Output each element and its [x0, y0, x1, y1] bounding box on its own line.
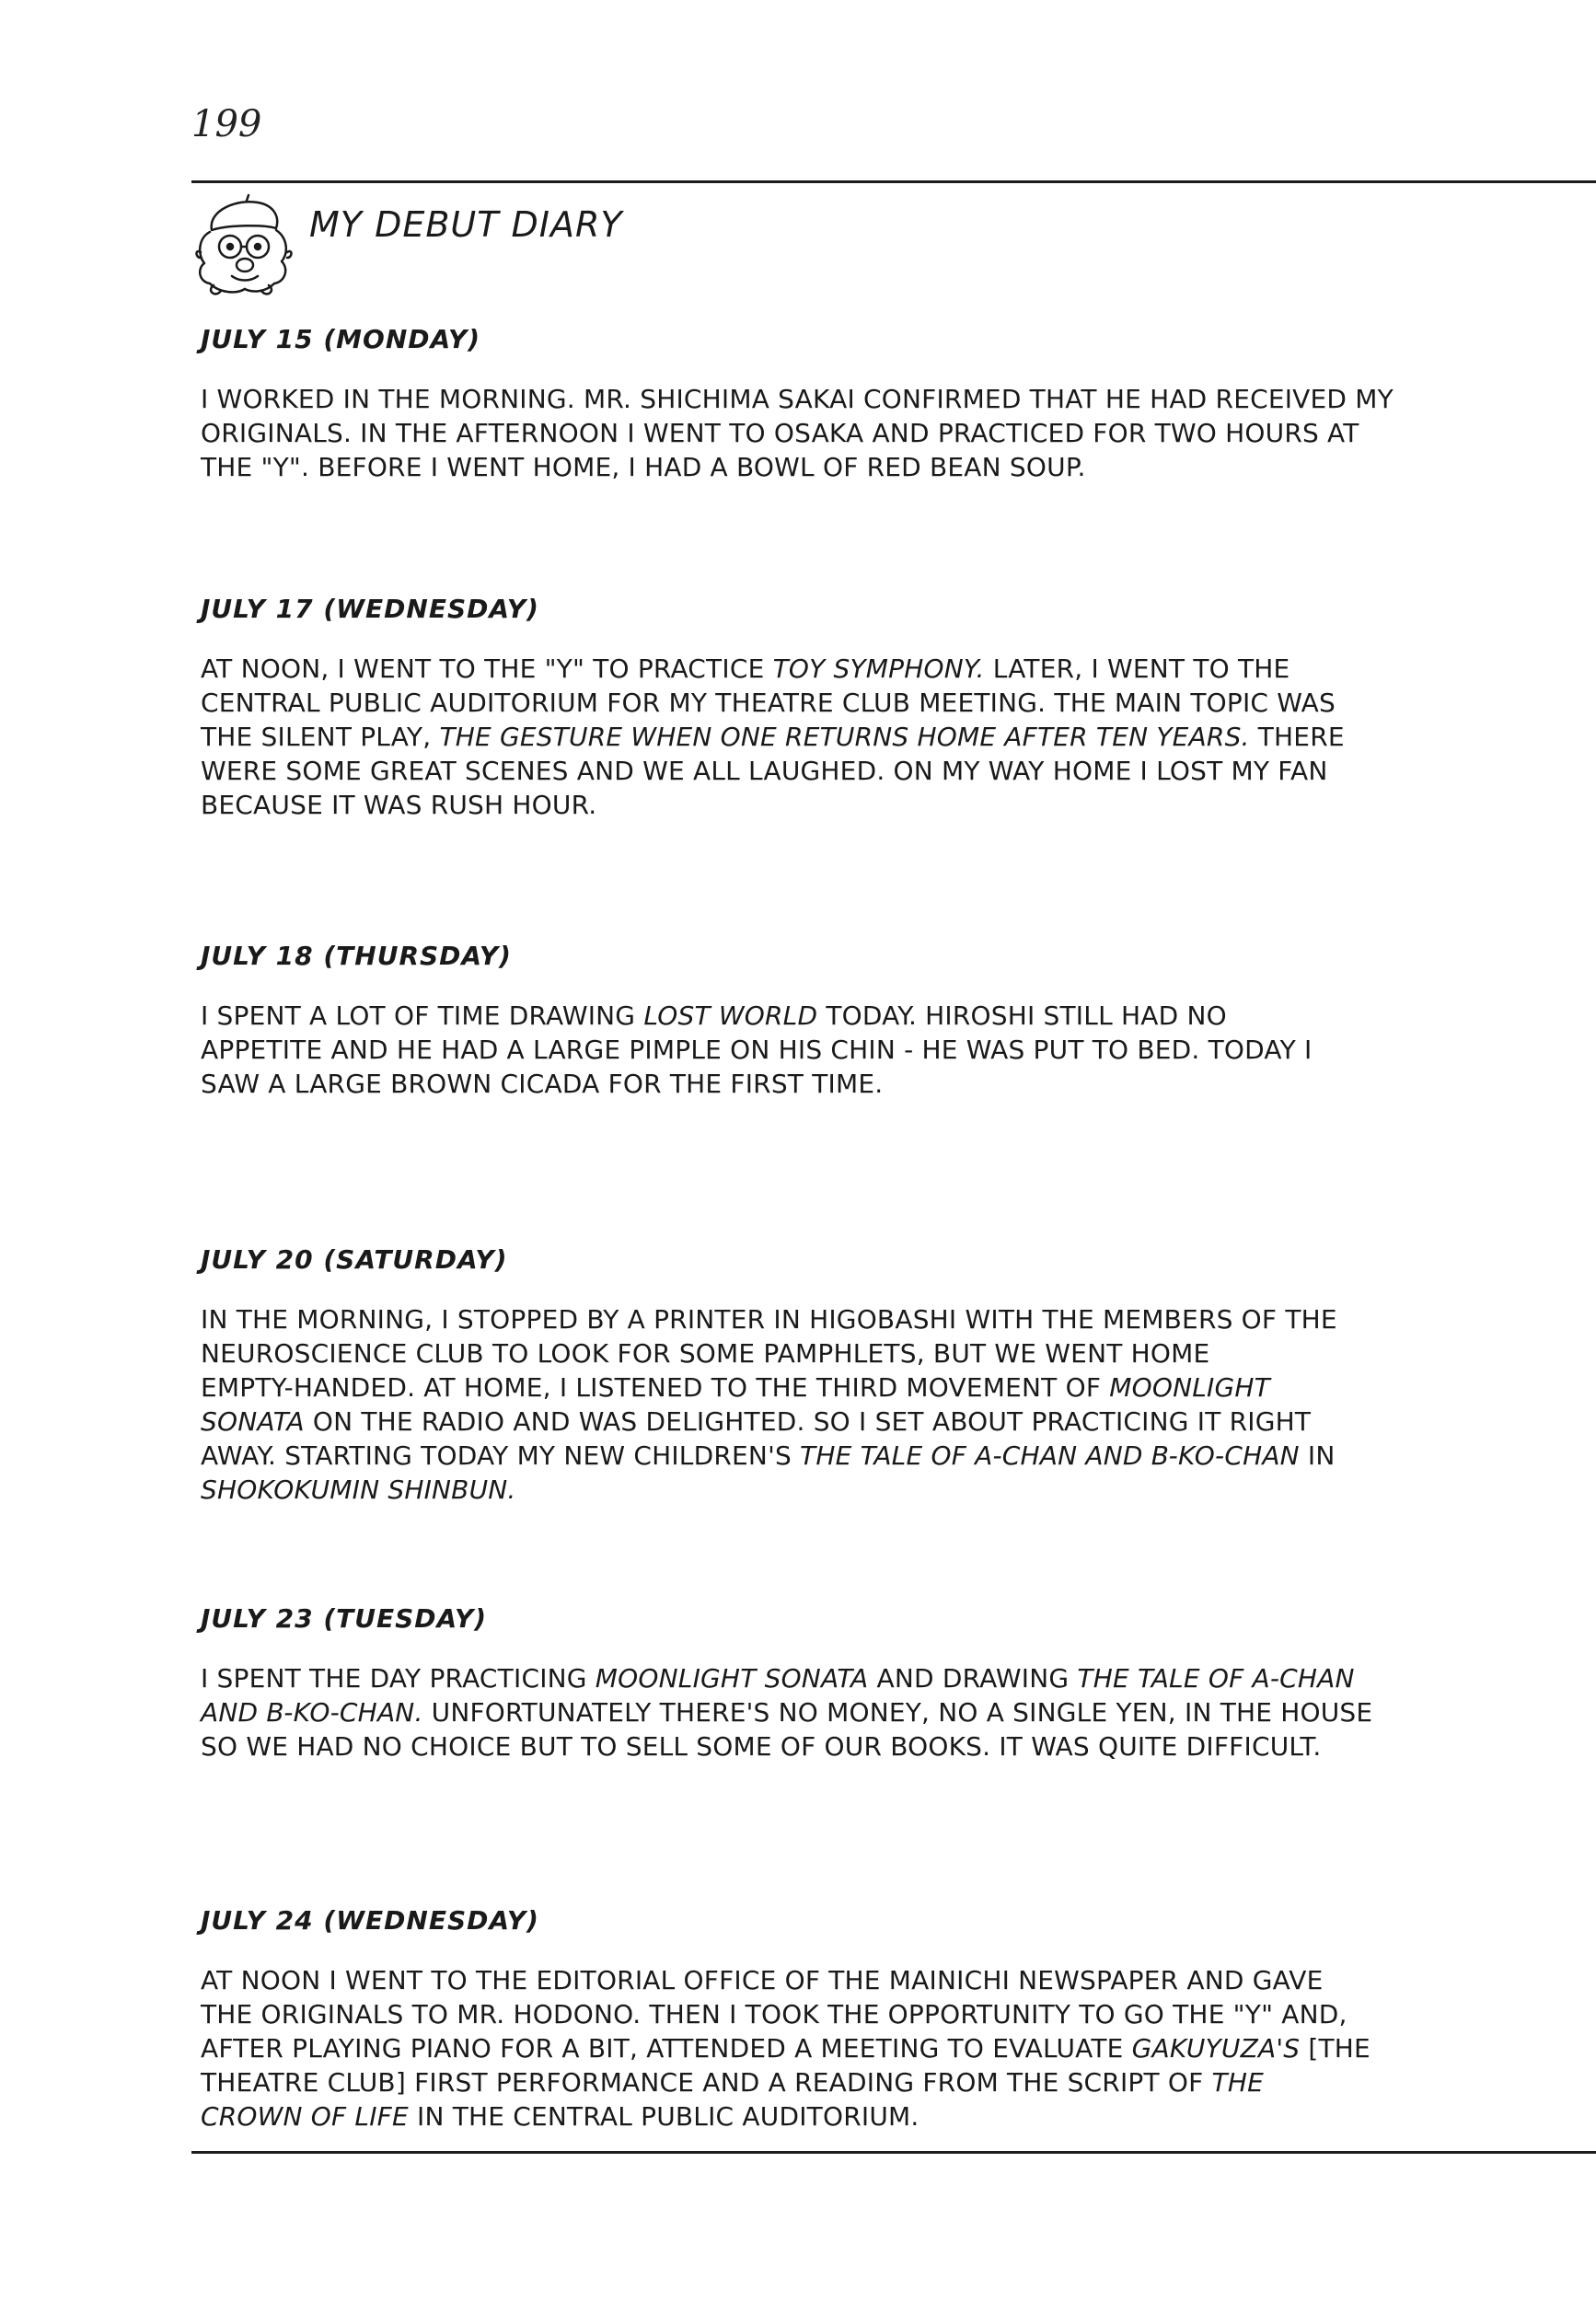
italic-title-segment: MOONLIGHT	[1109, 1372, 1270, 1403]
top-rule	[191, 180, 1596, 183]
page-number: 199	[191, 103, 262, 145]
entry-text-line	[201, 2031, 1508, 2065]
text-segment: I SPENT A LOT OF TIME DRAWING	[201, 1000, 644, 1031]
text-segment: I WORKED IN THE MORNING. MR. SHICHIMA SAKAI CONFIRMED THAT HE HAD RECEIVED MY	[201, 384, 1394, 414]
italic-title-segment: SONATA	[201, 1406, 305, 1437]
text-segment: THEATRE CLUB] FIRST PERFORMANCE AND A READING FROM THE SCRIPT OF	[201, 2067, 1212, 2098]
entry-text-line	[201, 1405, 1508, 1439]
entry-date: JULY 18 (THURSDAY)	[201, 941, 512, 971]
italic-title-segment: THE TALE OF A-CHAN	[1077, 1663, 1355, 1694]
text-segment: BECAUSE IT WAS RUSH HOUR.	[201, 790, 597, 820]
diary-entry	[201, 1244, 1508, 1507]
entry-text-line	[201, 1997, 1508, 2031]
text-segment: UNFORTUNATELY THERE'S NO MONEY, NO A SINGLE YEN, IN THE HOUSE	[422, 1697, 1373, 1728]
italic-title-segment: THE GESTURE WHEN ONE RETURNS HOME AFTER TEN YEARS.	[439, 722, 1250, 752]
diary-title: MY DEBUT DIARY	[309, 204, 623, 245]
text-segment: IN THE CENTRAL PUBLIC AUDITORIUM.	[408, 2101, 919, 2132]
text-segment: TODAY. HIROSHI STILL HAD NO	[817, 1000, 1227, 1031]
entry-text-line	[201, 1963, 1508, 1997]
diary-entry	[201, 1905, 1508, 2133]
text-segment: IN THE MORNING, I STOPPED BY A PRINTER IN HIGOBASHI WITH THE MEMBERS OF THE	[201, 1304, 1337, 1335]
text-segment: ORIGINALS. IN THE AFTERNOON I WENT TO OSAKA AND PRACTICED FOR TWO HOURS AT	[201, 418, 1359, 448]
text-segment: AT NOON, I WENT TO THE "Y" TO PRACTICE	[201, 653, 773, 684]
text-segment: CENTRAL PUBLIC AUDITORIUM FOR MY THEATRE CLUB MEETING. THE MAIN TOPIC WAS	[201, 688, 1336, 718]
entry-date: JULY 15 (MONDAY)	[201, 324, 481, 354]
entry-date: JULY 20 (SATURDAY)	[201, 1244, 508, 1275]
text-segment: WERE SOME GREAT SCENES AND WE ALL LAUGHED. ON MY WAY HOME I LOST MY FAN	[201, 756, 1328, 786]
italic-title-segment: CROWN OF LIFE	[201, 2101, 409, 2132]
entry-text-line	[201, 2099, 1508, 2133]
text-segment: THERE	[1249, 722, 1345, 752]
entry-text-line	[201, 1067, 1508, 1101]
entry-text-line	[201, 1661, 1508, 1695]
text-segment: THE SILENT PLAY,	[201, 722, 440, 752]
text-segment: [THE	[1300, 2033, 1370, 2064]
text-segment: EMPTY-HANDED. AT HOME, I LISTENED TO THE THIRD MOVEMENT OF	[201, 1372, 1110, 1403]
italic-title-segment: THE	[1211, 2067, 1264, 2098]
text-segment: SAW A LARGE BROWN CICADA FOR THE FIRST TIME.	[201, 1069, 884, 1099]
text-segment: THE ORIGINALS TO MR. HODONO. THEN I TOOK THE OPPORTUNITY TO GO THE "Y" AND,	[201, 1999, 1347, 2029]
text-segment: APPETITE AND HE HAD A LARGE PIMPLE ON HIS CHIN - HE WAS PUT TO BED. TODAY I	[201, 1035, 1313, 1065]
bottom-rule	[191, 2151, 1596, 2154]
text-segment: SO WE HAD NO CHOICE BUT TO SELL SOME OF OUR BOOKS. IT WAS QUITE DIFFICULT.	[201, 1731, 1322, 1762]
entry-text-line	[201, 1302, 1508, 1336]
entry-text-line	[201, 1336, 1508, 1370]
entry-text-line	[201, 450, 1508, 484]
text-segment: IN	[1299, 1440, 1336, 1471]
entry-text-line	[201, 999, 1508, 1033]
author-self-portrait-icon	[191, 193, 300, 302]
entry-text-line	[201, 754, 1508, 788]
entry-text-line	[201, 652, 1508, 686]
italic-title-segment: MOONLIGHT SONATA	[595, 1663, 869, 1694]
entry-text-line	[201, 1439, 1508, 1473]
italic-title-segment: THE TALE OF A-CHAN AND B-KO-CHAN	[800, 1440, 1300, 1471]
entry-text-line	[201, 1729, 1508, 1763]
entry-text-line	[201, 788, 1508, 822]
text-segment: AFTER PLAYING PIANO FOR A BIT, ATTENDED A MEETING TO EVALUATE	[201, 2033, 1132, 2064]
entry-date: JULY 24 (WEDNESDAY)	[201, 1905, 539, 1936]
entry-text-line	[201, 1473, 1508, 1507]
italic-title-segment: LOST WORLD	[643, 1000, 818, 1031]
text-segment: LATER, I WENT TO THE	[984, 653, 1290, 684]
text-segment: AND DRAWING	[868, 1663, 1078, 1694]
entry-text-line	[201, 1033, 1508, 1067]
diary-entry	[201, 1603, 1508, 1763]
italic-title-segment: SHOKOKUMIN SHINBUN.	[201, 1474, 516, 1505]
italic-title-segment: GAKUYUZA'S	[1131, 2033, 1301, 2064]
italic-title-segment: AND B-KO-CHAN.	[201, 1697, 423, 1728]
diary-entry	[201, 594, 1508, 822]
text-segment: THE "Y". BEFORE I WENT HOME, I HAD A BOWL OF RED BEAN SOUP.	[201, 452, 1086, 482]
entry-text-line	[201, 1370, 1508, 1405]
entry-text-line	[201, 686, 1508, 720]
text-segment: NEUROSCIENCE CLUB TO LOOK FOR SOME PAMPHLETS, BUT WE WENT HOME	[201, 1338, 1210, 1369]
text-segment: I SPENT THE DAY PRACTICING	[201, 1663, 596, 1694]
diary-entry	[201, 324, 1508, 484]
entry-text-line	[201, 1695, 1508, 1729]
entry-text-line	[201, 720, 1508, 754]
text-segment: ON THE RADIO AND WAS DELIGHTED. SO I SET ABOUT PRACTICING IT RIGHT	[304, 1406, 1312, 1437]
italic-title-segment: TOY SYMPHONY.	[772, 653, 985, 684]
entry-text-line	[201, 2065, 1508, 2099]
diary-entry	[201, 941, 1508, 1101]
entry-date: JULY 23 (TUESDAY)	[201, 1603, 488, 1634]
diary-header	[191, 193, 1480, 304]
entry-text-line	[201, 382, 1508, 416]
entry-date: JULY 17 (WEDNESDAY)	[201, 594, 539, 624]
text-segment: AWAY. STARTING TODAY MY NEW CHILDREN'S	[201, 1440, 801, 1471]
text-segment: AT NOON I WENT TO THE EDITORIAL OFFICE OF THE MAINICHI NEWSPAPER AND GAVE	[201, 1965, 1324, 1995]
entry-text-line	[201, 416, 1508, 450]
